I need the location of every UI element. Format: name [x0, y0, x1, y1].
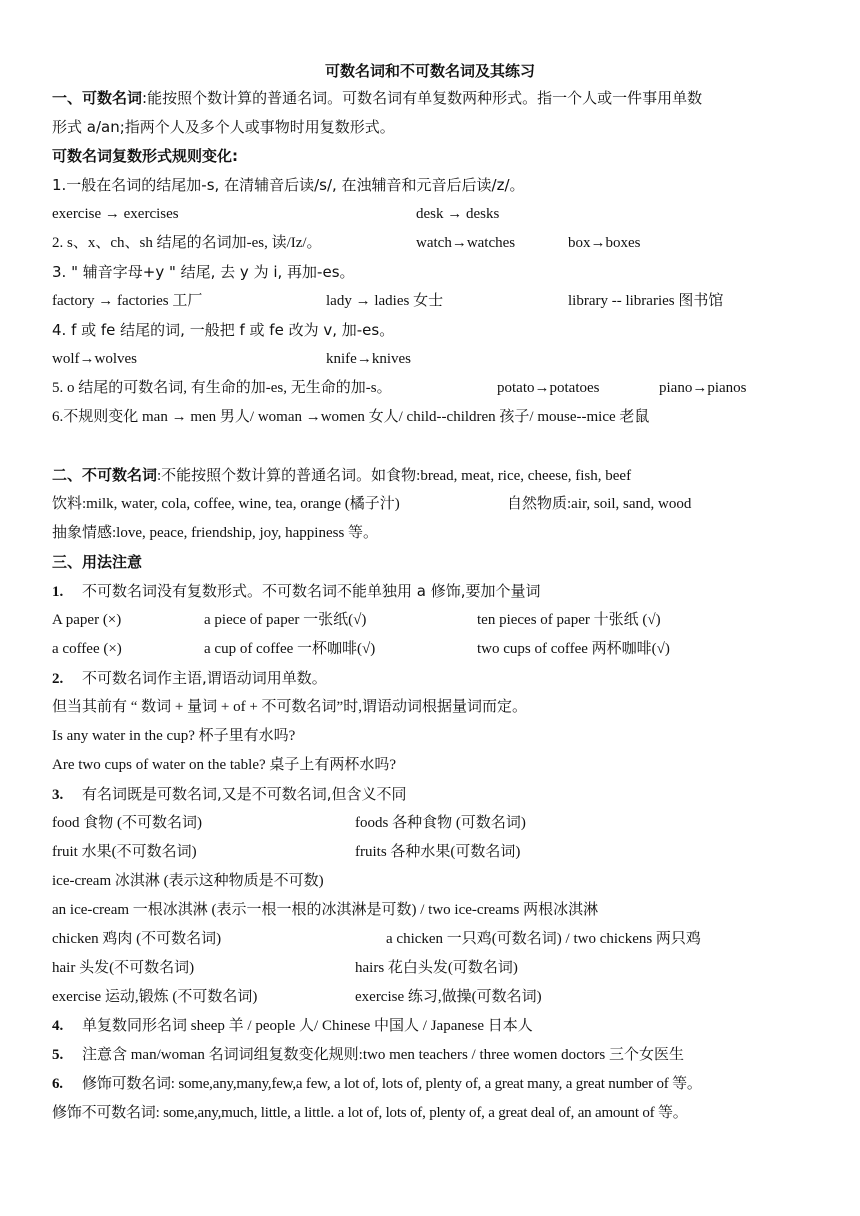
note-2-line2: Is any water in the cup? 杯子里有水吗? — [52, 728, 296, 744]
s1-heading: 一、可数名词 — [52, 89, 143, 107]
note-6-text: 修饰可数名词: some,any,many,few,a few, a lot of, lots of, plenty of, a great many, a great number of 等。 — [82, 1076, 702, 1092]
note-4 — [52, 1016, 533, 1036]
note-4-number: 4. — [52, 1018, 64, 1034]
note-3-food-uncountable: food 食物 (不可数名词) — [52, 815, 202, 831]
s3-heading: 三、用法注意 — [52, 553, 143, 571]
note-1-ex-r2-c3: two cups of coffee 两杯咖啡(√) — [477, 641, 670, 657]
note-3-icecream-1: ice-cream 冰淇淋 (表示这种物质是不可数) — [52, 873, 324, 889]
rule-1-example-2: desk → desks — [416, 206, 500, 222]
s2-l1: :不能按照个数计算的普通名词。如食物:bread, meat, rice, cheese, fish, beef — [157, 468, 632, 484]
rule-3-example-2: lady → ladies 女士 — [326, 293, 444, 309]
s2-abstract: 抽象情感:love, peace, friendship, joy, happiness 等。 — [52, 525, 379, 541]
note-1-ex-r1-c2: a piece of paper 一张纸(√) — [204, 612, 367, 628]
note-5-number: 5. — [52, 1047, 64, 1063]
s1-definition-line1 — [52, 88, 702, 109]
note-3-text: 有名词既是可数名词,又是不可数名词,但含义不同 — [82, 785, 407, 803]
rule-4-example-2: knife→knives — [326, 351, 411, 367]
note-2 — [52, 668, 327, 689]
note-1-ex-r1-c3: ten pieces of paper 十张纸 (√) — [477, 612, 661, 628]
rule-4: 4. f 或 fe 结尾的词, 一般把 f 或 fe 改为 v, 加-es。 — [52, 321, 395, 339]
note-3-chicken-countable: a chicken 一只鸡(可数名词) / two chickens 两只鸡 — [386, 931, 701, 947]
note-3-food-countable: foods 各种食物 (可数名词) — [355, 815, 526, 831]
note-1-ex-r2-c2: a cup of coffee 一杯咖啡(√) — [204, 641, 376, 657]
rule-3: 3. " 辅音字母+y " 结尾, 去 y 为 i, 再加-es。 — [52, 263, 355, 281]
s2-natural: 自然物质:air, soil, sand, wood — [507, 496, 692, 512]
note-3-fruit-countable: fruits 各种水果(可数名词) — [355, 844, 521, 860]
note-2-number: 2. — [52, 671, 64, 687]
rule-5-example-2: piano→pianos — [659, 380, 747, 396]
note-1-ex-r2-c1: a coffee (×) — [52, 641, 122, 657]
rule-1-example-1: exercise → exercises — [52, 206, 179, 222]
rule-6: 6.不规则变化 man → men 男人/ woman →women 女人/ child--children 孩子/ mouse--mice 老鼠 — [52, 409, 650, 425]
note-3-chicken-uncountable: chicken 鸡肉 (不可数名词) — [52, 931, 222, 947]
rule-5-example-1: potato→potatoes — [497, 380, 600, 396]
note-1-ex-r1-c1: A paper (×) — [52, 612, 122, 628]
note-3 — [52, 784, 407, 805]
note-3-hair-countable: hairs 花白头发(可数名词) — [355, 960, 518, 976]
note-6 — [52, 1074, 702, 1094]
note-3-fruit-uncountable: fruit 水果(不可数名词) — [52, 844, 197, 860]
note-3-hair-uncountable: hair 头发(不可数名词) — [52, 960, 195, 976]
rule-3-example-1: factory → factories 工厂 — [52, 293, 203, 309]
note-2-line3: Are two cups of water on the table? 桌子上有两杯水吗? — [52, 757, 397, 773]
note-6-line2: 修饰不可数名词: some,any,much, little, a little. a lot of, lots of, plenty of, a great deal of, an amount of 等。 — [52, 1105, 688, 1121]
note-3-exercise-countable: exercise 练习,做操(可数名词) — [355, 989, 542, 1005]
note-5 — [52, 1045, 684, 1065]
note-3-number: 3. — [52, 787, 64, 803]
note-1 — [52, 581, 541, 602]
note-1-number: 1. — [52, 584, 64, 600]
rule-4-example-1: wolf→wolves — [52, 351, 137, 367]
note-5-text: 注意含 man/woman 名词词组复数变化规则:two men teachers / three women doctors 三个女医生 — [82, 1047, 684, 1063]
rule-5: 5. o 结尾的可数名词, 有生命的加-es, 无生命的加-s。 — [52, 380, 392, 396]
s1-rules-heading: 可数名词复数形式规则变化: — [52, 147, 238, 165]
rule-2-example-2: box→boxes — [568, 235, 641, 251]
s2-line1 — [52, 465, 631, 486]
document-title: 可数名词和不可数名词及其练习 — [324, 62, 535, 80]
note-3-exercise-uncountable: exercise 运动,锻炼 (不可数名词) — [52, 989, 258, 1005]
s1-def2: 形式 a/an;指两个人及多个人或事物时用复数形式。 — [52, 118, 395, 136]
rule-2: 2. s、x、ch、sh 结尾的名词加-es, 读/Iz/。 — [52, 235, 322, 251]
note-4-text: 单复数同形名词 sheep 羊 / people 人/ Chinese 中国人 / Japanese 日本人 — [82, 1018, 533, 1034]
note-2-text: 不可数名词作主语,谓语动词用单数。 — [82, 669, 327, 687]
note-3-icecream-2: an ice-cream 一根冰淇淋 (表示一根一根的冰淇淋是可数) / two ice-creams 两根冰淇淋 — [52, 902, 599, 918]
note-6-number: 6. — [52, 1076, 63, 1092]
rule-1: 1.一般在名词的结尾加-s, 在清辅音后读/s/, 在浊辅音和元音后后读/z/。 — [52, 176, 525, 194]
rule-3-example-3: library -- libraries 图书馆 — [568, 293, 724, 309]
s2-heading: 二、不可数名词 — [52, 466, 158, 484]
rule-2-example-1: watch→watches — [416, 235, 516, 251]
s2-drinks: 饮料:milk, water, cola, coffee, wine, tea, orange (橘子汁) — [52, 496, 400, 512]
s1-def1: :能按照个数计算的普通名词。可数名词有单复数两种形式。指一个人或一件事用单数 — [142, 89, 703, 107]
note-1-text: 不可数名词没有复数形式。不可数名词不能单独用 a 修饰,要加个量词 — [82, 582, 541, 600]
note-2-line1: 但当其前有 “ 数词 + 量词 + of + 不可数名词”时,谓语动词根据量词而定。 — [52, 699, 527, 715]
